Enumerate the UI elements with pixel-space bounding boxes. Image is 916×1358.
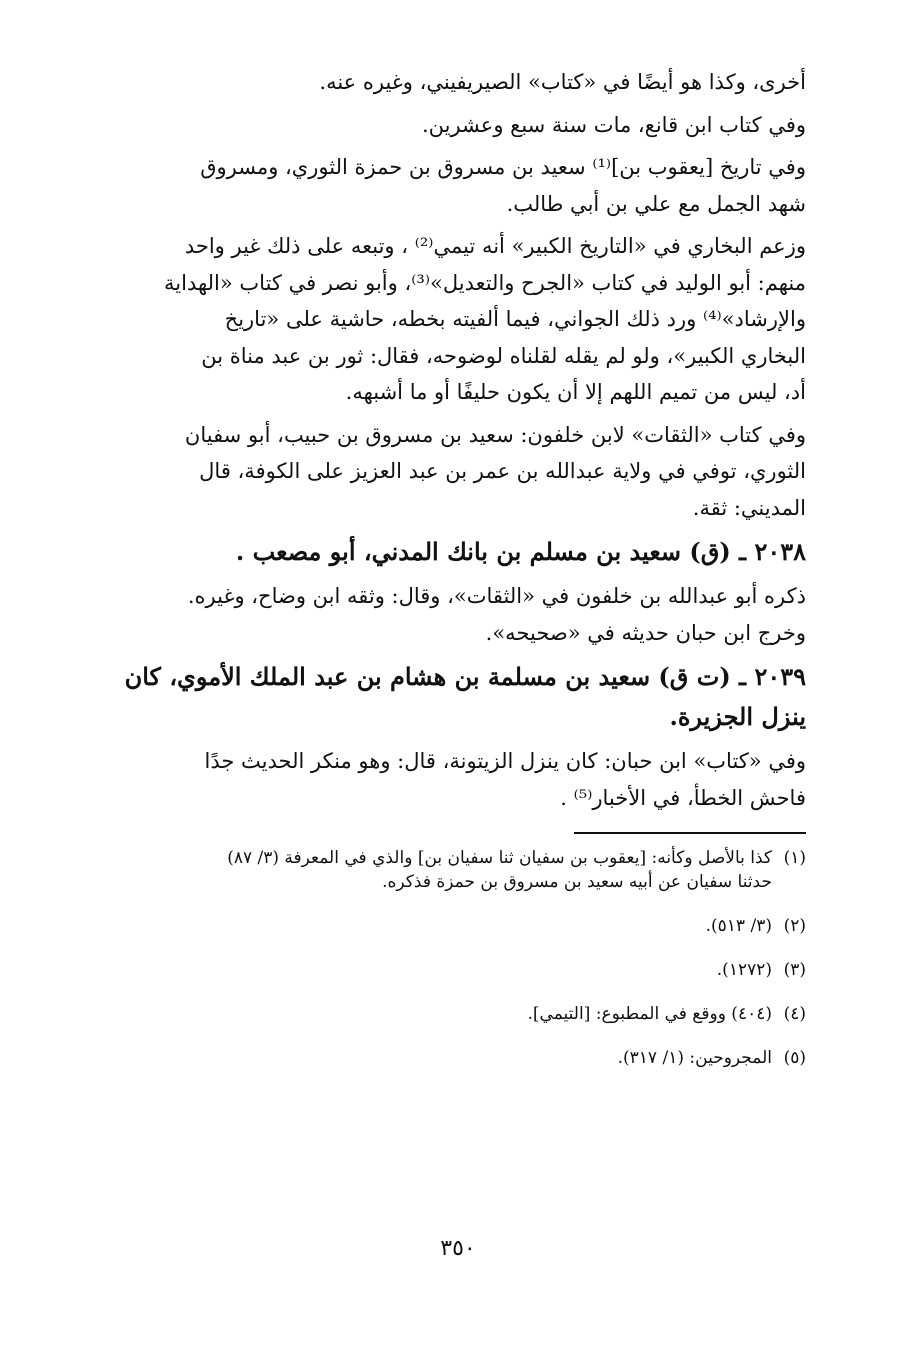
text-line: والإرشاد»⁽⁴⁾ ورد ذلك الجواني، فيما ألفيته بخطه، حاشية على «تاريخ [224, 307, 806, 331]
heading-line: ينزل الجزيرة. [669, 702, 806, 731]
text-line: ذكره أبو عبدالله بن خلفون في «الثقات»، وقال: وثقه ابن وضاح، وغيره. [187, 584, 806, 608]
text-line: وزعم البخاري في «التاريخ الكبير» أنه تيمي⁽²⁾ ، وتبعه على ذلك غير واحد [184, 234, 806, 258]
entry-2038-body [96, 578, 806, 651]
paragraph-5 [96, 417, 806, 527]
text-line: منهم: أبو الوليد في كتاب «الجرح والتعديل»⁽³⁾، وأبو نصر في كتاب «الهداية [164, 270, 806, 295]
text-line: وفي كتاب ابن قانع، مات سنة سبع وعشرين. [421, 112, 806, 137]
text-line: وفي «كتاب» ابن حبان: كان ينزل الزيتونة، قال: وهو منكر الحديث جدًا [204, 749, 806, 773]
paragraph-3 [96, 149, 806, 222]
text-line: شهد الجمل مع علي بن أبي طالب. [506, 191, 806, 216]
footnote-line: حدثنا سفيان عن أبيه سعيد بن مسروق بن حمزة فذكره. [382, 872, 772, 892]
footnote-1 [96, 846, 806, 894]
entry-2038-heading [96, 532, 806, 572]
footnote-text [96, 914, 772, 938]
footnote-number: (٢) [783, 916, 806, 936]
text-line: وفي تاريخ [يعقوب بن]⁽¹⁾ سعيد بن مسروق بن حمزة الثوري، ومسروق [200, 155, 806, 179]
footnote-divider [574, 832, 806, 834]
entry-2039-body [96, 743, 806, 816]
footnote-text [96, 1046, 772, 1070]
text-line: فاحش الخطأ، في الأخبار⁽⁵⁾ . [560, 785, 806, 810]
entry-2039-heading [96, 657, 806, 737]
footnote-4 [96, 1002, 806, 1026]
text-line: وخرج ابن حبان حديثه في «صحيحه». [485, 620, 806, 645]
footnote-number: (٤) [783, 1004, 806, 1024]
text-line: البخاري الكبير»، ولو لم يقله لقلناه لوضوحه، فقال: ثور بن عبد مناة بن [201, 343, 806, 368]
footnote-text [96, 1002, 772, 1026]
footnote-number: (٥) [783, 1048, 806, 1068]
footnote-line: كذا بالأصل وكأنه: [يعقوب بن سفيان ثنا سفيان بن] والذي في المعرفة (٣/ ٨٧) [227, 848, 772, 868]
heading-line: ٢٠٣٩ ـ (ت ق) سعيد بن مسلمة بن هشام بن عبد الملك الأموي، كان [124, 662, 806, 691]
footnote-number: (١) [783, 848, 806, 868]
text-line: وفي كتاب «الثقات» لابن خلفون: سعيد بن مسروق بن حبيب، أبو سفيان [184, 422, 806, 447]
paragraph-4 [96, 228, 806, 411]
text-line: أخرى، وكذا هو أيضًا في «كتاب» الصيريفيني، وغيره عنه. [319, 70, 806, 94]
heading-line: ٢٠٣٨ ـ (ق) سعيد بن مسلم بن بانك المدني، أبو مصعب . [235, 537, 806, 566]
footnote-text [96, 958, 772, 982]
paragraph-1 [96, 64, 806, 101]
footnote-line: (٣/ ٥١٣). [705, 916, 772, 936]
footnote-line: (١٢٧٢). [716, 960, 772, 980]
text-line: الثوري، توفي في ولاية عبدالله بن عمر بن عبد العزيز على الكوفة، قال [199, 459, 806, 483]
footnote-line: المجروحين: (١/ ٣١٧). [617, 1048, 772, 1068]
footnote-5 [96, 1046, 806, 1070]
footnote-line: (٤٠٤) ووقع في المطبوع: [التيمي]. [527, 1004, 772, 1024]
footnote-3 [96, 958, 806, 982]
footnote-2 [96, 914, 806, 938]
paragraph-2 [96, 107, 806, 144]
footnote-number: (٣) [783, 960, 806, 980]
text-line: أد، ليس من تميم اللهم إلا أن يكون حليفًا أو ما أشبهه. [345, 380, 806, 404]
page-body [96, 64, 806, 1090]
text-line: المديني: ثقة. [692, 495, 806, 520]
page-number: ٣٥٠ [440, 1236, 476, 1261]
footnote-text [96, 846, 772, 894]
